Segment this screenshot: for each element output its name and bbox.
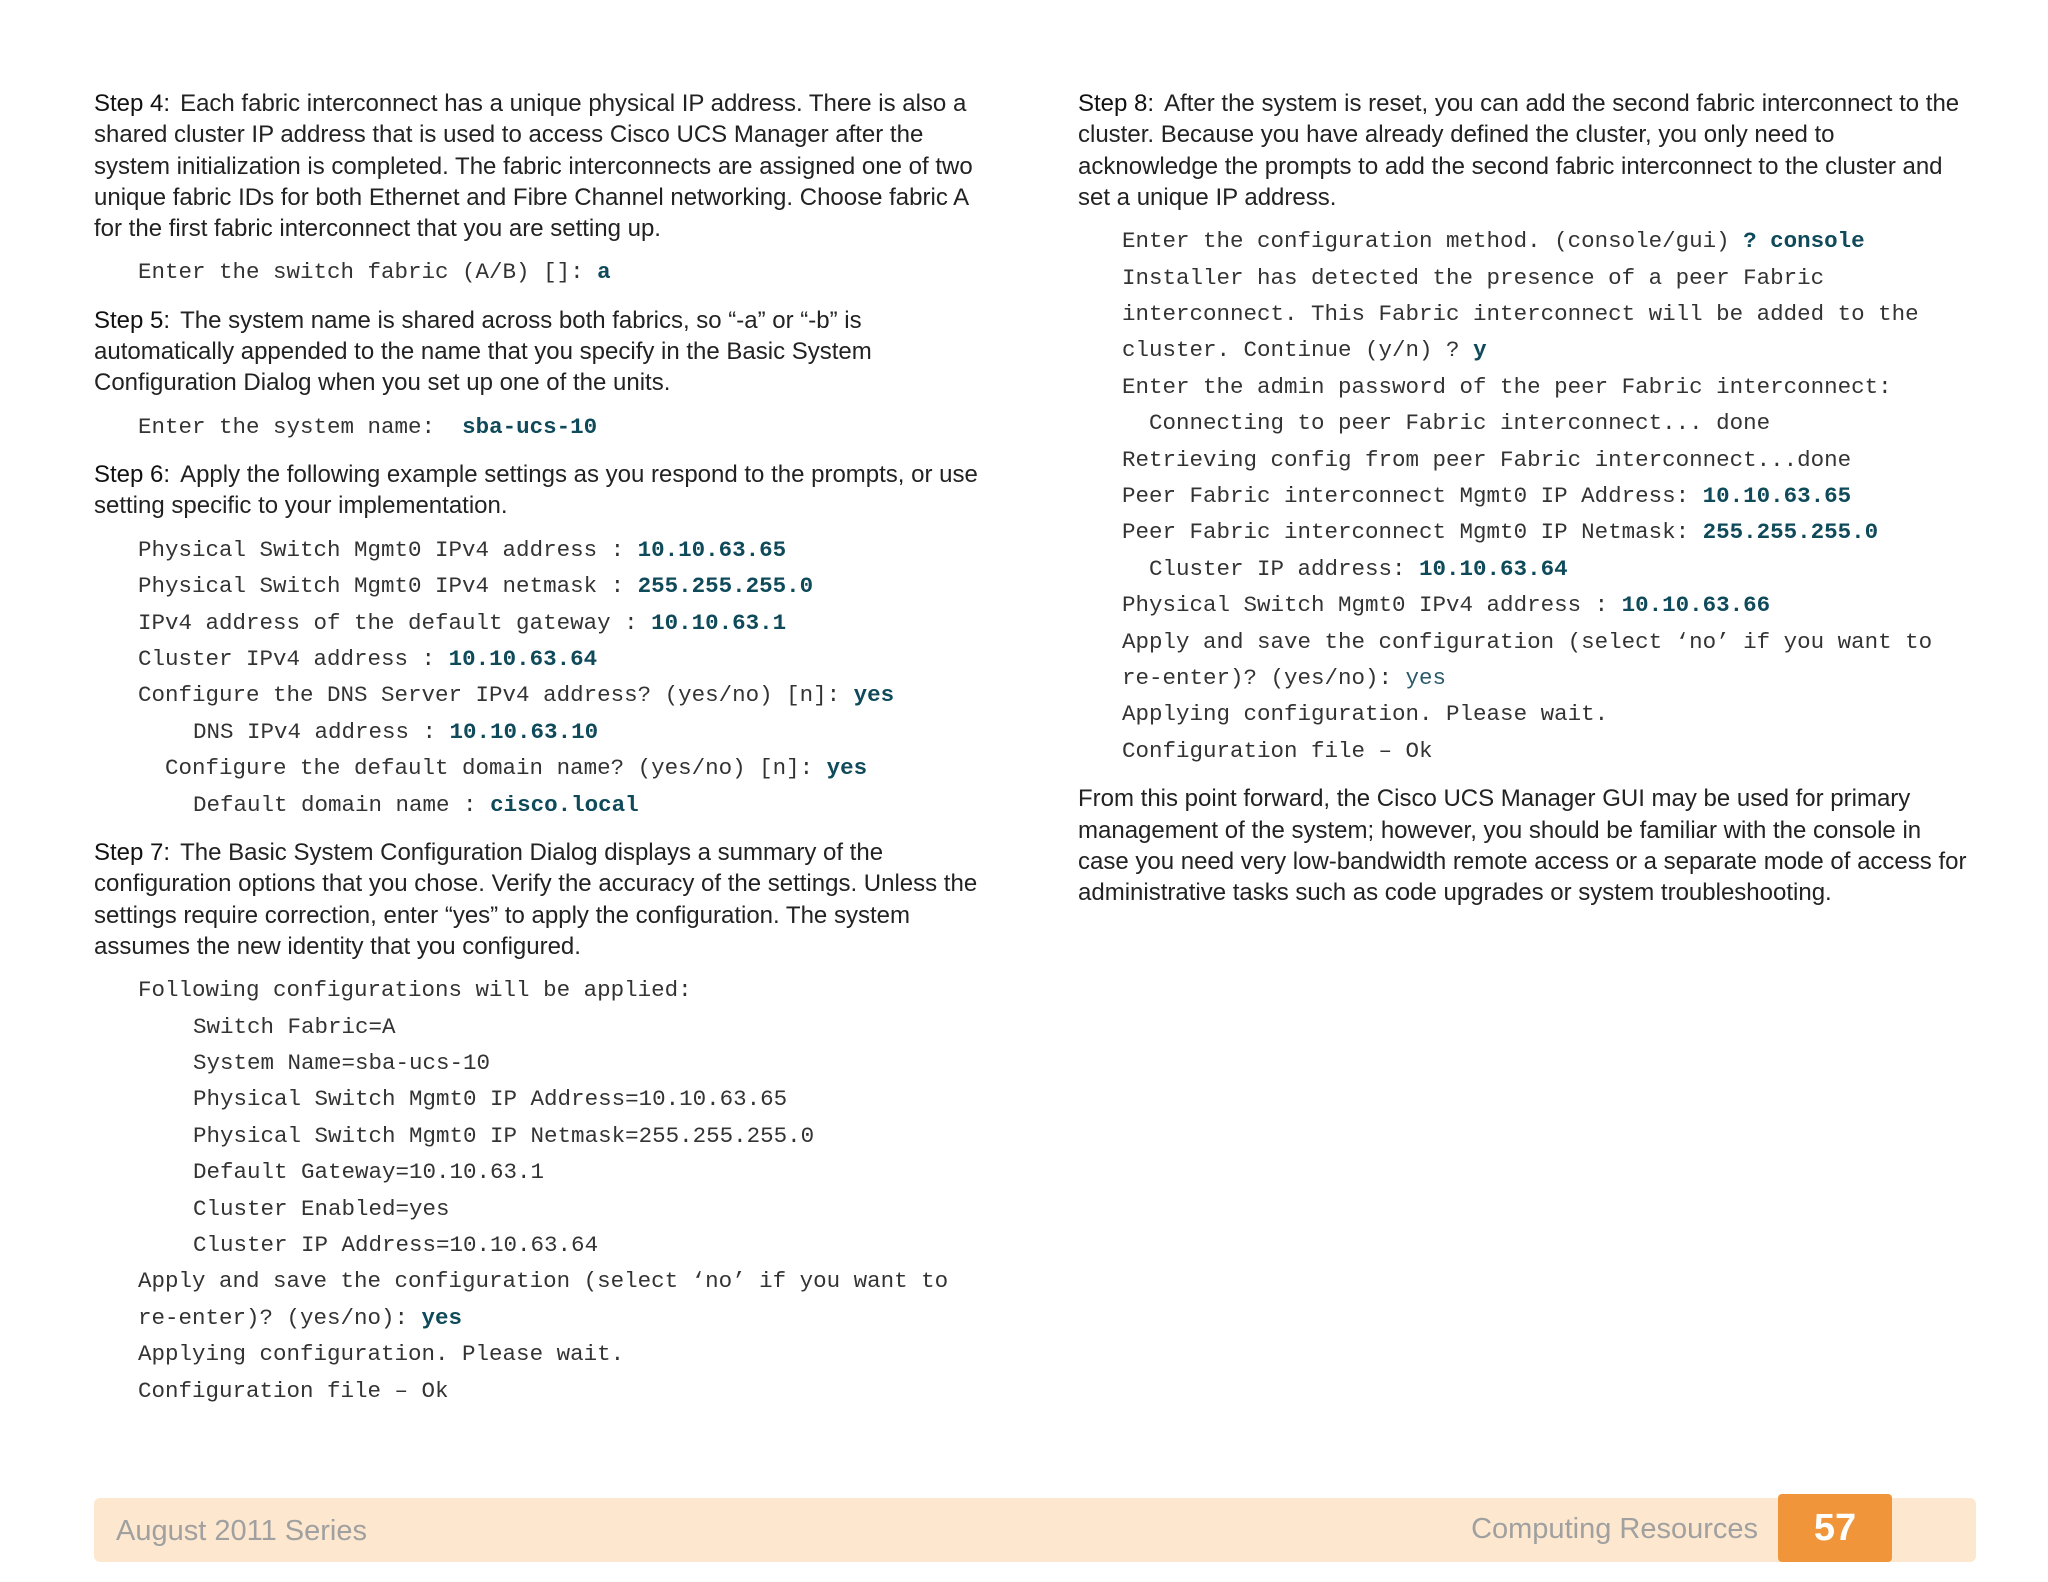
code-line: Physical Switch Mgmt0 IPv4 netmask : 255.255.255.0: [138, 573, 814, 600]
step-4-label: Step 4:: [94, 90, 171, 117]
code-line: Configuration file – Ok: [1122, 737, 1433, 764]
step-5-code: [94, 409, 994, 445]
step-4-code: [94, 254, 994, 290]
code-line: Physical Switch Mgmt0 IPv4 address : 10.10.63.66: [1122, 592, 1771, 619]
code-line: interconnect. This Fabric interconnect will be added to the: [1122, 301, 1919, 327]
code-line: Peer Fabric interconnect Mgmt0 IP Netmask: 255.255.255.0: [1122, 519, 1879, 546]
step-8: [1078, 88, 1978, 213]
step-8-code: [1078, 223, 1978, 769]
code-line: Peer Fabric interconnect Mgmt0 IP Address: 10.10.63.65: [1122, 483, 1852, 510]
code-line: Default domain name : cisco.local: [193, 791, 639, 818]
code-line: Following configurations will be applied:: [138, 977, 692, 1004]
step-8-label: Step 8:: [1078, 90, 1155, 117]
right-column: [1078, 88, 1978, 918]
code-line: Cluster IP address: 10.10.63.64: [1149, 555, 1568, 582]
footer-series: August 2011 Series: [116, 1515, 367, 1547]
code-line: Switch Fabric=A: [193, 1013, 396, 1040]
code-line: Applying configuration. Please wait.: [1122, 701, 1609, 728]
code-line: Enter the configuration method. (console/gui) ? console: [1122, 228, 1865, 255]
code-line: Retrieving config from peer Fabric interconnect...done: [1122, 446, 1852, 473]
code-line: Enter the switch fabric (A/B) []: a: [138, 259, 611, 286]
code-line: System Name=sba-ucs-10: [193, 1050, 491, 1077]
step-7: [94, 837, 994, 962]
step-6: [94, 459, 994, 522]
step-8-text: After the system is reset, you can add the second fabric interconnect to the cluster. Because you have already defined the cluster, you only need to acknowledge the prompts to add the second fabric interconnect to the cluster and set a unique IP address.: [1078, 90, 1960, 211]
code-line: Configure the default domain name? (yes/no) [n]: yes: [165, 755, 868, 782]
code-line: Cluster Enabled=yes: [193, 1195, 450, 1222]
code-line: Apply and save the configuration (select ‘no’ if you want to: [1122, 628, 1933, 655]
step-6-code: [94, 532, 994, 823]
code-line: Physical Switch Mgmt0 IP Netmask=255.255.255.0: [193, 1122, 815, 1149]
code-line: Configuration file – Ok: [138, 1377, 449, 1404]
code-line: IPv4 address of the default gateway : 10.10.63.1: [138, 609, 787, 636]
code-line: Installer has detected the presence of a peer Fabric: [1122, 264, 1825, 291]
step-4: [94, 88, 994, 244]
code-line: Cluster IPv4 address : 10.10.63.64: [138, 646, 598, 672]
code-line: Connecting to peer Fabric interconnect... done: [1149, 410, 1771, 437]
step-5: [94, 305, 994, 399]
code-line: re-enter)? (yes/no): yes: [1122, 665, 1447, 692]
footer-section: Computing Resources: [1471, 1513, 1758, 1545]
code-line: Physical Switch Mgmt0 IPv4 address : 10.10.63.65: [138, 536, 787, 563]
code-line: Configure the DNS Server IPv4 address? (yes/no) [n]: yes: [138, 682, 895, 709]
step-7-label: Step 7:: [94, 839, 171, 867]
code-line: Cluster IP Address=10.10.63.64: [193, 1232, 599, 1259]
step-7-code: [94, 972, 994, 1409]
code-line: Physical Switch Mgmt0 IP Address=10.10.63.65: [193, 1086, 788, 1113]
page-footer: [94, 1498, 1976, 1562]
step-4-text: Each fabric interconnect has a unique physical IP address. There is also a shared cluster IP address that is used to access Cisco UCS Manager after the system initialization is completed. The fabric interconnects are assigned one of two unique fabric IDs for both Ethernet and Fibre Channel networking. Choose fabric A for the first fabric interconnect that you are setting up.: [94, 90, 973, 243]
code-line: DNS IPv4 address : 10.10.63.10: [193, 718, 599, 745]
code-line: Enter the admin password of the peer Fabric interconnect:: [1122, 373, 1892, 400]
step-5-text: The system name is shared across both fabrics, so “-a” or “-b” is automatically appended to the name that you specify in the Basic System Configuration Dialog when you set up one of the units.: [94, 306, 872, 397]
step-6-text: Apply the following example settings as you respond to the prompts, or use setting specific to your implementation.: [94, 461, 978, 520]
code-line: Apply and save the configuration (select ‘no’ if you want to: [138, 1268, 949, 1295]
code-line: cluster. Continue (y/n) ? y: [1122, 337, 1487, 364]
closing-paragraph: From this point forward, the Cisco UCS Manager GUI may be used for primary management of the system; however, you should be familiar with the console in case you need very low-bandwidth remote access or a separate mode of access for administrative tasks such as code upgrades or system troubleshooting.: [1078, 785, 1967, 907]
step-6-label: Step 6:: [94, 461, 171, 489]
page-number: 57: [1778, 1494, 1892, 1562]
step-5-label: Step 5:: [94, 306, 171, 334]
code-line: Default Gateway=10.10.63.1: [193, 1159, 545, 1186]
code-line: Applying configuration. Please wait.: [138, 1341, 625, 1368]
code-line: re-enter)? (yes/no): yes: [138, 1304, 463, 1331]
step-7-text: The Basic System Configuration Dialog displays a summary of the configuration options that you chose. Verify the accuracy of the settings. Unless the settings require correction, enter “yes” to apply the configuration. The system assumes the new identity that you configured.: [94, 839, 978, 960]
code-line: Enter the system name: sba-ucs-10: [138, 413, 598, 440]
left-column: [94, 88, 994, 1423]
